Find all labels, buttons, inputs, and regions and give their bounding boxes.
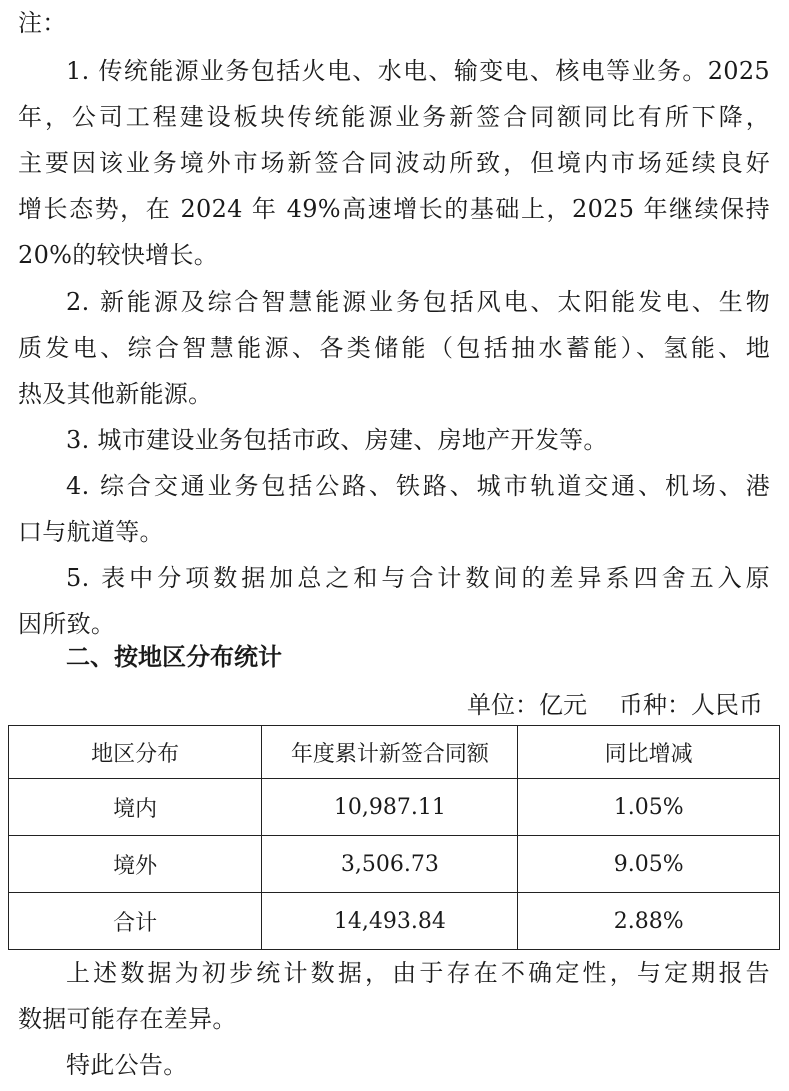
notes-label: 注： [18, 9, 67, 37]
cell-region: 境内 [9, 779, 262, 836]
cell-region: 合计 [9, 893, 262, 950]
cell-change: 1.05% [518, 779, 780, 836]
cell-amount: 14,493.84 [262, 893, 518, 950]
table-header-row [9, 726, 780, 779]
cell-amount: 10,987.11 [262, 779, 518, 836]
column-header-amount: 年度累计新签合同额 [262, 726, 518, 779]
cell-change: 9.05% [518, 836, 780, 893]
note-line: 2. 新能源及综合智慧能源业务包括风电、太阳能发电、生物 [66, 288, 770, 316]
note-line: 4. 综合交通业务包括公路、铁路、城市轨道交通、机场、港 [66, 472, 770, 500]
note-line: 质发电、综合智慧能源、各类储能（包括抽水蓄能）、氢能、地 [18, 334, 770, 362]
cell-change: 2.88% [518, 893, 780, 950]
note-line: 增长态势，在 2024 年 49%高速增长的基础上，2025 年继续保持 [18, 195, 770, 223]
unit-label: 单位：亿元 [467, 691, 587, 719]
unit-line [467, 690, 763, 720]
note-line: 因所致。 [18, 610, 116, 638]
note-line: 1. 传统能源业务包括火电、水电、输变电、核电等业务。2025 [66, 57, 770, 85]
region-table [8, 725, 780, 950]
note-line: 口与航道等。 [18, 518, 164, 546]
section-heading: 二、按地区分布统计 [66, 643, 282, 671]
note-line: 20%的较快增长。 [18, 241, 219, 269]
table-row [9, 893, 780, 950]
note-line: 3. 城市建设业务包括市政、房建、房地产开发等。 [66, 426, 608, 454]
cell-region: 境外 [9, 836, 262, 893]
footer-line: 数据可能存在差异。 [18, 1005, 237, 1033]
column-header-change: 同比增减 [518, 726, 780, 779]
table-row [9, 779, 780, 836]
note-line: 主要因该业务境外市场新签合同波动所致，但境内市场延续良好 [18, 149, 770, 177]
footer-line: 上述数据为初步统计数据，由于存在不确定性，与定期报告 [66, 959, 770, 987]
note-line: 热及其他新能源。 [18, 380, 213, 408]
currency-label: 币种：人民币 [619, 691, 763, 719]
note-line: 5. 表中分项数据加总之和与合计数间的差异系四舍五入原 [66, 564, 770, 592]
closing-line: 特此公告。 [66, 1051, 188, 1079]
column-header-region: 地区分布 [9, 726, 262, 779]
table-row [9, 836, 780, 893]
note-line: 年，公司工程建设板块传统能源业务新签合同额同比有所下降， [18, 103, 770, 131]
cell-amount: 3,506.73 [262, 836, 518, 893]
